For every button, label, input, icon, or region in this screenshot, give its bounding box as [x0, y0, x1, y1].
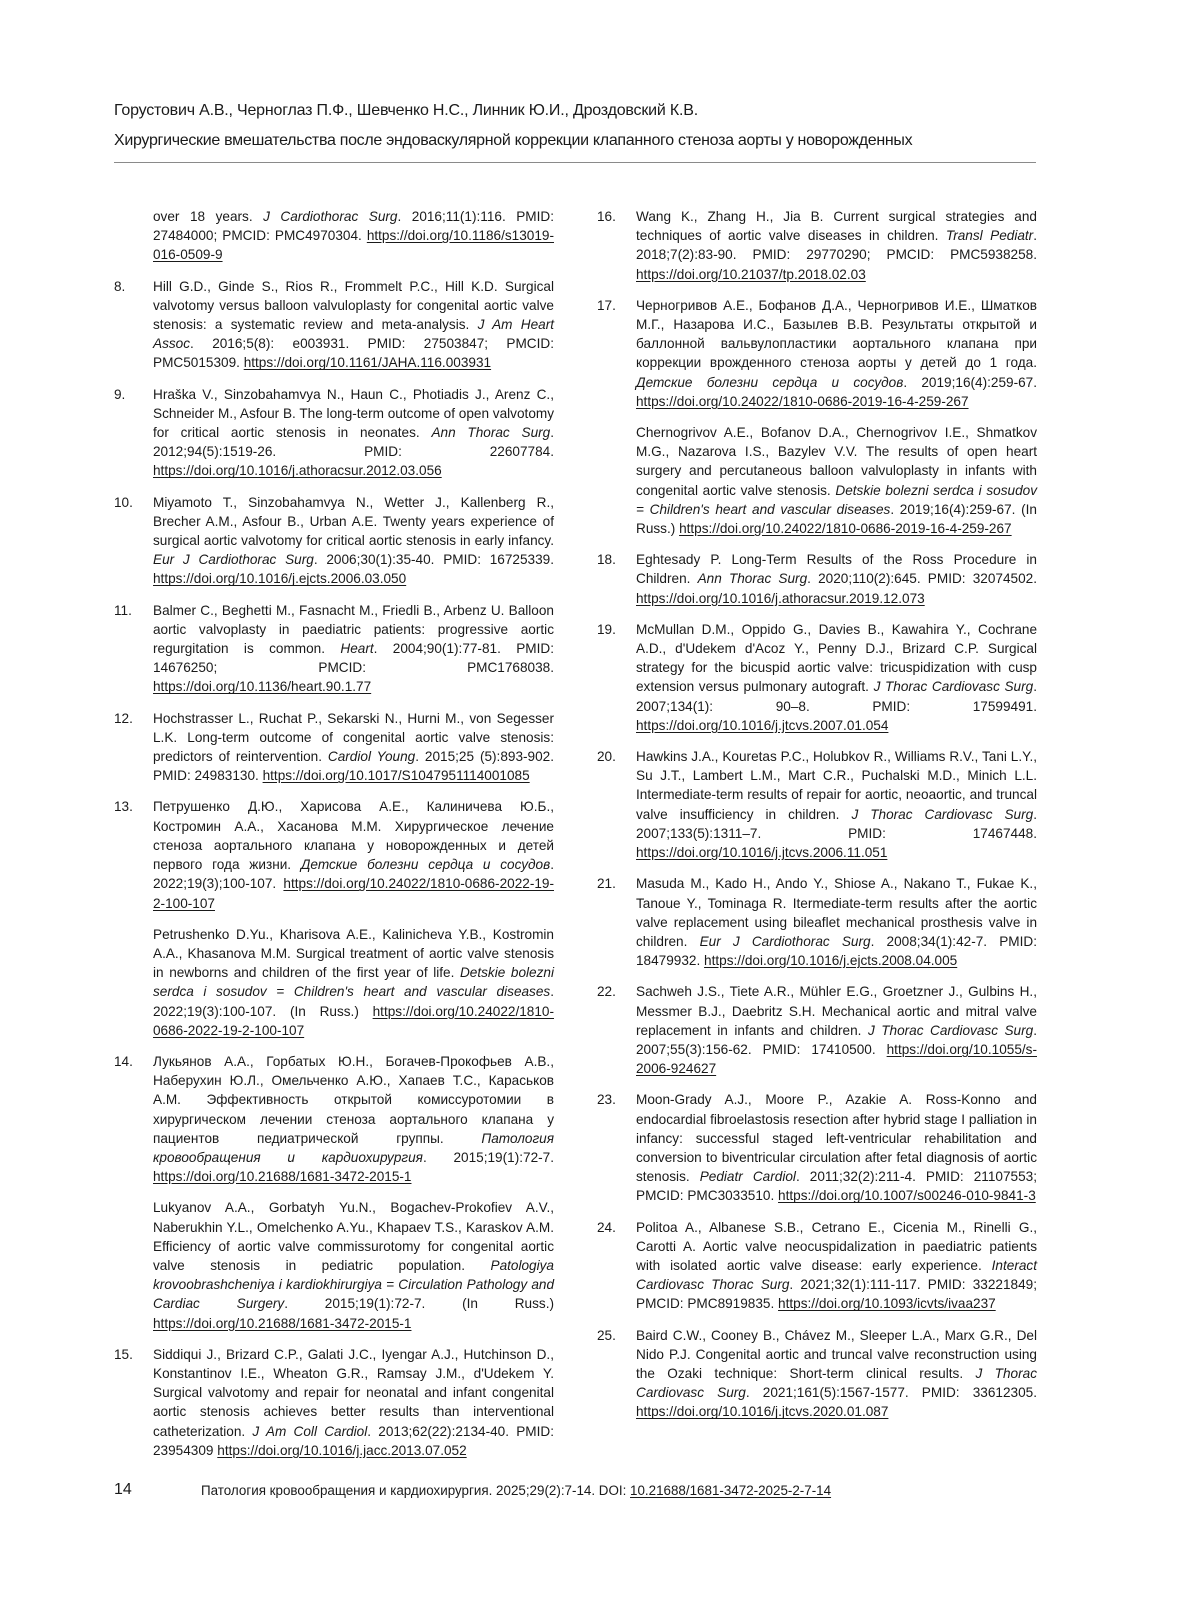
reference-journal: Ann Thorac Surg — [698, 571, 808, 586]
reference-segment: . 2019;16(4):259-67. — [903, 375, 1037, 390]
reference-doi-link[interactable]: https://doi.org/10.1016/j.jtcvs.2007.01.054 — [636, 718, 888, 733]
reference-text — [153, 385, 554, 481]
reference-doi-link[interactable]: https://doi.org/10.1016/j.jtcvs.2020.01.087 — [636, 1404, 888, 1419]
reference-segment: . 2018;7(2):83-90. PMID: 29770290; PMCID: PMC5938258. — [636, 228, 1037, 262]
reference-segment: Balmer C., Beghetti M., Fasnacht M., Friedli B., Arbenz U. Balloon aortic valvoplasty in paediatric patients: progressive aortic regurgitation is common. — [153, 603, 554, 656]
reference-text — [636, 1218, 1037, 1314]
reference-segment: Лукьянов А.А., Горбатых Ю.Н., Богачев-Прокофьев А.В., Наберухин Ю.Л., Омельченко А.Ю., Хапаев Т.С., Караськов А.М. Эффективность открытой комиссуротомии в хирургическом лечении стеноза аортального клапана у пациентов педиатрической группы. — [153, 1054, 554, 1146]
reference-segment: . 2007;134(1): 90–8. PMID: 17599491. — [636, 679, 1037, 713]
reference-text — [636, 1326, 1037, 1422]
reference-text — [636, 423, 1037, 538]
reference-segment: Wang K., Zhang H., Jia B. Current surgical strategies and techniques of aortic valve diseases in children. — [636, 209, 1037, 243]
reference-segment: . 2013;62(22):2134-40. PMID: 23954309 — [153, 1424, 554, 1458]
header-article-title: Хирургические вмешательства после эндоваскулярной коррекции клапанного стеноза аорты у новорожденных — [114, 128, 1036, 154]
reference-segment: Hill G.D., Ginde S., Rios R., Frommelt P.C., Hill K.D. Surgical valvotomy versus balloon valvuloplasty for congenital aortic valve stenosis: a systematic review and meta-analysis. — [153, 279, 554, 332]
reference-segment: Черногривов А.Е., Бофанов Д.А., Черногривов И.Е., Шматков М.Г., Назарова И.С., Базылев В.В. Результаты открытой и баллонной вальвулопластики аортального клапана при коррекции врожденного стеноза аорты у детей до 1 года. — [636, 298, 1037, 371]
running-header — [114, 98, 1036, 163]
reference-segment: . 2015;19(1):72-7. — [423, 1150, 554, 1165]
reference-segment: Lukyanov A.A., Gorbatyh Yu.N., Bogachev-Prokofiev A.V., Naberukhin Y.L., Omelchenko A.Yu., Khapaev T.S., Karaskov A.M. Efficiency of aortic valve commissurotomy for congenital aortic valve stenosis in pediatric population. — [153, 1200, 554, 1273]
reference-segment: McMullan D.M., Oppido G., Davies B., Kawahira Y., Cochrane A.D., d'Udekem d'Acoz Y., Penny D.J., Brizard C.P. Surgical strategy for the bicuspid aortic valve: tricuspidization with cusp extension versus pulmonary autograft. — [636, 622, 1037, 695]
reference-text — [153, 797, 554, 912]
reference-segment: Петрушенко Д.Ю., Харисова А.Е., Калиничева Ю.Б., Костромин А.А., Хасанова М.М. Хирургическое лечение стеноза аортального клапана у новорожденных и детей первого года жизни. — [153, 799, 554, 872]
reference-journal: Патология кровообращения и кардиохирургия — [153, 1131, 554, 1165]
reference-journal: Heart — [340, 641, 373, 656]
reference-text — [636, 207, 1037, 284]
reference-journal: Cardiol Young — [328, 749, 415, 764]
footer-doi-link[interactable]: 10.21688/1681-3472-2025-2-7-14 — [630, 1483, 831, 1498]
reference-journal: J Am Coll Cardiol — [252, 1424, 367, 1439]
reference-number: 17. — [597, 296, 616, 315]
reference-body — [153, 277, 554, 373]
reference-number: 15. — [114, 1345, 133, 1364]
reference-journal: Eur J Cardiothorac Surg — [153, 552, 314, 567]
reference-doi-link[interactable]: https://doi.org/10.1017/S1047951114001085 — [263, 768, 530, 783]
reference-text — [153, 1052, 554, 1186]
reference-segment: . 2022;19(3):100-107. (In Russ.) — [153, 984, 554, 1018]
reference-number: 10. — [114, 493, 133, 512]
reference-item — [114, 277, 554, 373]
reference-item — [114, 797, 554, 1039]
reference-item — [597, 747, 1037, 862]
reference-segment: . 2007;55(3):156-62. PMID: 17410500. — [636, 1023, 1037, 1057]
reference-text — [153, 925, 554, 1040]
reference-number: 13. — [114, 797, 133, 816]
reference-body — [636, 874, 1037, 970]
reference-number: 18. — [597, 550, 616, 569]
reference-doi-link[interactable]: https://doi.org/10.24022/1810-0686-2022-19-2-100-107 — [153, 876, 554, 910]
reference-segment: . 2004;90(1):77-81. PMID: 14676250; PMCID: PMC1768038. — [153, 641, 554, 675]
reference-journal: Детские болезни сердца и сосудов — [636, 375, 903, 390]
reference-doi-link[interactable]: https://doi.org/10.1016/j.jacc.2013.07.052 — [217, 1443, 466, 1458]
reference-body — [153, 1052, 554, 1333]
reference-segment: Chernogrivov A.E., Bofanov D.A., Chernogrivov I.E., Shmatkov M.G., Nazarova I.S., Bazylev V.V. The results of open heart surgery and percutaneous balloon valvuloplasty in infants with congenital aortic valve stenosis. — [636, 425, 1037, 498]
reference-segment: . 2015;19(1):72-7. (In Russ.) — [284, 1296, 554, 1311]
reference-journal: J Thorac Cardiovasc Surg — [636, 1366, 1037, 1400]
reference-segment: over 18 years. — [153, 209, 263, 224]
reference-number: 12. — [114, 709, 133, 728]
reference-doi-link[interactable]: https://doi.org/10.1016/j.athoracsur.2019.12.073 — [636, 591, 925, 606]
reference-segment: Hochstrasser L., Ruchat P., Sekarski N., Hurni M., von Segesser L.K. Long-term outcome of congenital aortic valve stenosis: predictors of reintervention. — [153, 711, 554, 764]
reference-item — [597, 207, 1037, 284]
reference-number: 20. — [597, 747, 616, 766]
reference-doi-link[interactable]: https://doi.org/10.1093/icvts/ivaa237 — [778, 1296, 996, 1311]
header-divider — [114, 162, 1036, 163]
reference-body — [153, 207, 554, 265]
reference-segment: Hawkins J.A., Kouretas P.C., Holubkov R., Williams R.V., Tani L.Y., Su J.T., Lambert L.M., Mart C.R., Puchalski M.D., Minich L.L. Intermediate-term results of repair for aortic, neoaortic, and truncal valve insufficiency in children. — [636, 749, 1037, 822]
reference-text — [153, 709, 554, 786]
reference-text — [153, 1198, 554, 1332]
reference-segment: . 2006;30(1):35-40. PMID: 16725339. — [314, 552, 554, 567]
reference-body — [153, 493, 554, 589]
reference-body — [636, 1218, 1037, 1314]
reference-journal: J Thorac Cardiovasc Surg — [868, 1023, 1033, 1038]
reference-number: 11. — [114, 601, 132, 620]
reference-doi-link[interactable]: https://doi.org/10.1016/j.jtcvs.2006.11.051 — [636, 845, 887, 860]
reference-body — [636, 296, 1037, 538]
references-column-right — [597, 207, 1037, 1434]
reference-text — [153, 601, 554, 697]
reference-doi-link[interactable]: https://doi.org/10.1016/j.ejcts.2008.04.005 — [704, 953, 957, 968]
reference-journal: Детские болезни сердца и сосудов — [301, 857, 550, 872]
page-number: 14 — [114, 1480, 132, 1500]
reference-number: 24. — [597, 1218, 616, 1237]
reference-journal: J Thorac Cardiovasc Surg — [851, 807, 1033, 822]
reference-journal: Transl Pediatr — [946, 228, 1033, 243]
reference-number: 16. — [597, 207, 616, 226]
reference-item — [114, 1052, 554, 1333]
reference-item — [114, 709, 554, 786]
reference-body — [153, 601, 554, 697]
reference-number: 25. — [597, 1326, 616, 1345]
reference-number: 21. — [597, 874, 616, 893]
header-authors: Горустович А.В., Черноглаз П.Ф., Шевченко Н.С., Линник Ю.И., Дроздовский К.В. — [114, 98, 1036, 124]
reference-item — [597, 1090, 1037, 1205]
reference-text — [153, 277, 554, 373]
reference-segment: Siddiqui J., Brizard C.P., Galati J.C., Iyengar A.J., Hutchinson D., Konstantinov I.E., Wheaton G.R., Ramsay J.M., d'Udekem Y. Surgical valvotomy and repair for neonatal and infant congenital aortic stenosis achieves better results than interventional catheterization. — [153, 1347, 554, 1439]
footer-citation — [201, 1481, 831, 1501]
reference-journal: Pediatr Cardiol — [700, 1169, 796, 1184]
references-column-left — [114, 207, 554, 1472]
reference-body — [153, 1345, 554, 1460]
reference-number: 19. — [597, 620, 616, 639]
reference-journal: Detskie bolezni serdca i sosudov = Children's heart and vascular diseases — [153, 965, 554, 999]
reference-item — [597, 874, 1037, 970]
reference-text — [153, 207, 554, 265]
reference-item — [114, 601, 554, 697]
reference-body — [636, 747, 1037, 862]
reference-text — [636, 982, 1037, 1078]
reference-segment: . 2021;32(1):111-117. PMID: 33221849; PMCID: PMC8919835. — [636, 1277, 1037, 1311]
reference-journal: Eur J Cardiothorac Surg — [700, 934, 871, 949]
reference-segment: Eghtesady P. Long-Term Results of the Ross Procedure in Children. — [636, 552, 1037, 586]
reference-segment: . 2019;16(4):259-67. (In Russ.) — [636, 502, 1037, 536]
reference-journal: Detskie bolezni serdca i sosudov = Children's heart and vascular diseases — [636, 483, 1037, 517]
reference-item — [597, 296, 1037, 538]
reference-segment: Moon-Grady A.J., Moore P., Azakie A. Ross-Konno and endocardial fibroelastosis resection after hybrid stage I palliation in infancy: successful staged left-ventricular rehabilitation and conversion to biventricular circulation after fetal diagnosis of aortic stenosis. — [636, 1092, 1037, 1184]
reference-segment: . 2008;34(1):42-7. PMID: 18479932. — [636, 934, 1037, 968]
reference-journal: Ann Thorac Surg — [431, 425, 550, 440]
reference-segment: Miyamoto T., Sinzobahamvya N., Wetter J., Kallenberg R., Brecher A.M., Asfour B., Urban A.E. Twenty years experience of surgical aortic valvotomy for critical aortic stenosis in early infancy. — [153, 495, 554, 548]
reference-segment: . 2007;133(5):1311–7. PMID: 17467448. — [636, 807, 1037, 841]
reference-doi-link[interactable]: https://doi.org/10.1186/s13019-016-0509-9 — [153, 228, 554, 262]
reference-doi-link[interactable]: https://doi.org/10.1016/j.athoracsur.2012.03.056 — [153, 463, 442, 478]
reference-doi-link[interactable]: https://doi.org/10.1016/j.ejcts.2006.03.050 — [153, 571, 406, 586]
reference-segment: Sachweh J.S., Tiete A.R., Mühler E.G., Groetzner J., Gulbins H., Messmer B.J., Daebritz S.H. Mechanical aortic and mitral valve replacement in infants and children. — [636, 984, 1037, 1037]
reference-journal: J Am Heart Assoc — [153, 317, 554, 351]
reference-text — [636, 1090, 1037, 1205]
reference-segment: . 2016;5(8): e003931. PMID: 27503847; PMCID: PMC5015309. — [153, 336, 554, 370]
reference-doi-link[interactable]: https://doi.org/10.1136/heart.90.1.77 — [153, 679, 371, 694]
reference-text — [153, 1345, 554, 1460]
reference-doi-link[interactable]: https://doi.org/10.21688/1681-3472-2015-1 — [153, 1169, 411, 1184]
reference-text — [636, 874, 1037, 970]
reference-number: 9. — [114, 385, 125, 404]
reference-doi-link[interactable]: https://doi.org/10.1007/s00246-010-9841-3 — [778, 1188, 1036, 1203]
reference-segment: . 2016;11(1):116. PMID: 27484000; PMCID: PMC4970304. — [153, 209, 554, 243]
reference-segment: Baird C.W., Cooney B., Chávez M., Sleeper L.A., Marx G.R., Del Nido P.J. Congenital aortic and truncal valve reconstruction using the Ozaki technique: Short-term clinical results. — [636, 1328, 1037, 1381]
reference-segment: Politoa A., Albanese S.B., Cetrano E., Cicenia M., Rinelli G., Carotti A. Aortic valve neocuspidalization in paediatric patients with isolated aortic valve disease: early experience. — [636, 1220, 1037, 1273]
reference-segment: . 2012;94(5):1519-26. PMID: 22607784. — [153, 425, 554, 459]
reference-body — [153, 385, 554, 481]
reference-segment: . 2022;19(3);100-107. — [153, 857, 554, 891]
reference-item — [597, 982, 1037, 1078]
reference-text — [636, 550, 1037, 608]
reference-body — [636, 550, 1037, 608]
reference-item — [597, 1326, 1037, 1422]
reference-body — [153, 797, 554, 1039]
reference-text — [636, 296, 1037, 411]
reference-doi-link[interactable]: https://doi.org/10.21688/1681-3472-2015-1 — [153, 1316, 411, 1331]
reference-body — [636, 620, 1037, 735]
reference-number: 8. — [114, 277, 125, 296]
reference-doi-link[interactable]: https://doi.org/10.24022/1810-0686-2019-16-4-259-267 — [679, 521, 1012, 536]
reference-segment: Petrushenko D.Yu., Kharisova A.E., Kalinicheva Y.B., Kostromin A.A., Khasanova M.M. Surgical treatment of aortic valve stenosis in newborns and children of the first year of life. — [153, 927, 554, 980]
reference-body — [636, 1326, 1037, 1422]
reference-body — [636, 982, 1037, 1078]
reference-segment: . 2015;25 (5):893-902. PMID: 24983130. — [153, 749, 554, 783]
reference-item — [597, 550, 1037, 608]
reference-segment: . 2011;32(2):211-4. PMID: 21107553; PMCID: PMC3033510. — [636, 1169, 1037, 1203]
reference-item — [114, 493, 554, 589]
reference-item — [597, 620, 1037, 735]
reference-doi-link[interactable]: https://doi.org/10.1161/JAHA.116.003931 — [244, 355, 491, 370]
reference-text — [153, 493, 554, 589]
reference-segment: . 2021;161(5):1567-1577. PMID: 33612305. — [746, 1385, 1037, 1400]
reference-item — [597, 1218, 1037, 1314]
reference-journal: J Cardiothorac Surg — [263, 209, 397, 224]
reference-number: 14. — [114, 1052, 133, 1071]
reference-number: 22. — [597, 982, 616, 1001]
reference-segment: Masuda M., Kado H., Ando Y., Shiose A., Nakano T., Fukae K., Tanoue Y., Tominaga R. Itermediate-term results after the aortic valve replacement using bileaflet mechanical prosthesis valve in children. — [636, 876, 1037, 949]
reference-text — [636, 620, 1037, 735]
footer-citation-text: Патология кровообращения и кардиохирургия. 2025;29(2):7-14. DOI: — [201, 1483, 630, 1498]
reference-item — [114, 1345, 554, 1460]
reference-body — [636, 1090, 1037, 1205]
reference-journal: Patologiya krovoobrashcheniya i kardiokhirurgiya = Circulation Pathology and Cardiac Surgery — [153, 1258, 554, 1311]
reference-item — [114, 385, 554, 481]
reference-item — [114, 207, 554, 265]
reference-text — [636, 747, 1037, 862]
reference-doi-link[interactable]: https://doi.org/10.24022/1810-0686-2022-19-2-100-107 — [153, 1004, 554, 1038]
reference-doi-link[interactable]: https://doi.org/10.21037/tp.2018.02.03 — [636, 267, 866, 282]
reference-doi-link[interactable]: https://doi.org/10.1055/s-2006-924627 — [636, 1042, 1037, 1076]
reference-journal: Interact Cardiovasc Thorac Surg — [636, 1258, 1037, 1292]
reference-body — [636, 207, 1037, 284]
reference-segment: Hraška V., Sinzobahamvya N., Haun C., Photiadis J., Arenz C., Schneider M., Asfour B. The long-term outcome of open valvotomy for critical aortic stenosis in neonates. — [153, 387, 554, 440]
reference-number: 23. — [597, 1090, 616, 1109]
reference-journal: J Thorac Cardiovasc Surg — [874, 679, 1034, 694]
reference-segment: . 2020;110(2):645. PMID: 32074502. — [807, 571, 1037, 586]
reference-doi-link[interactable]: https://doi.org/10.24022/1810-0686-2019-16-4-259-267 — [636, 394, 969, 409]
reference-body — [153, 709, 554, 786]
